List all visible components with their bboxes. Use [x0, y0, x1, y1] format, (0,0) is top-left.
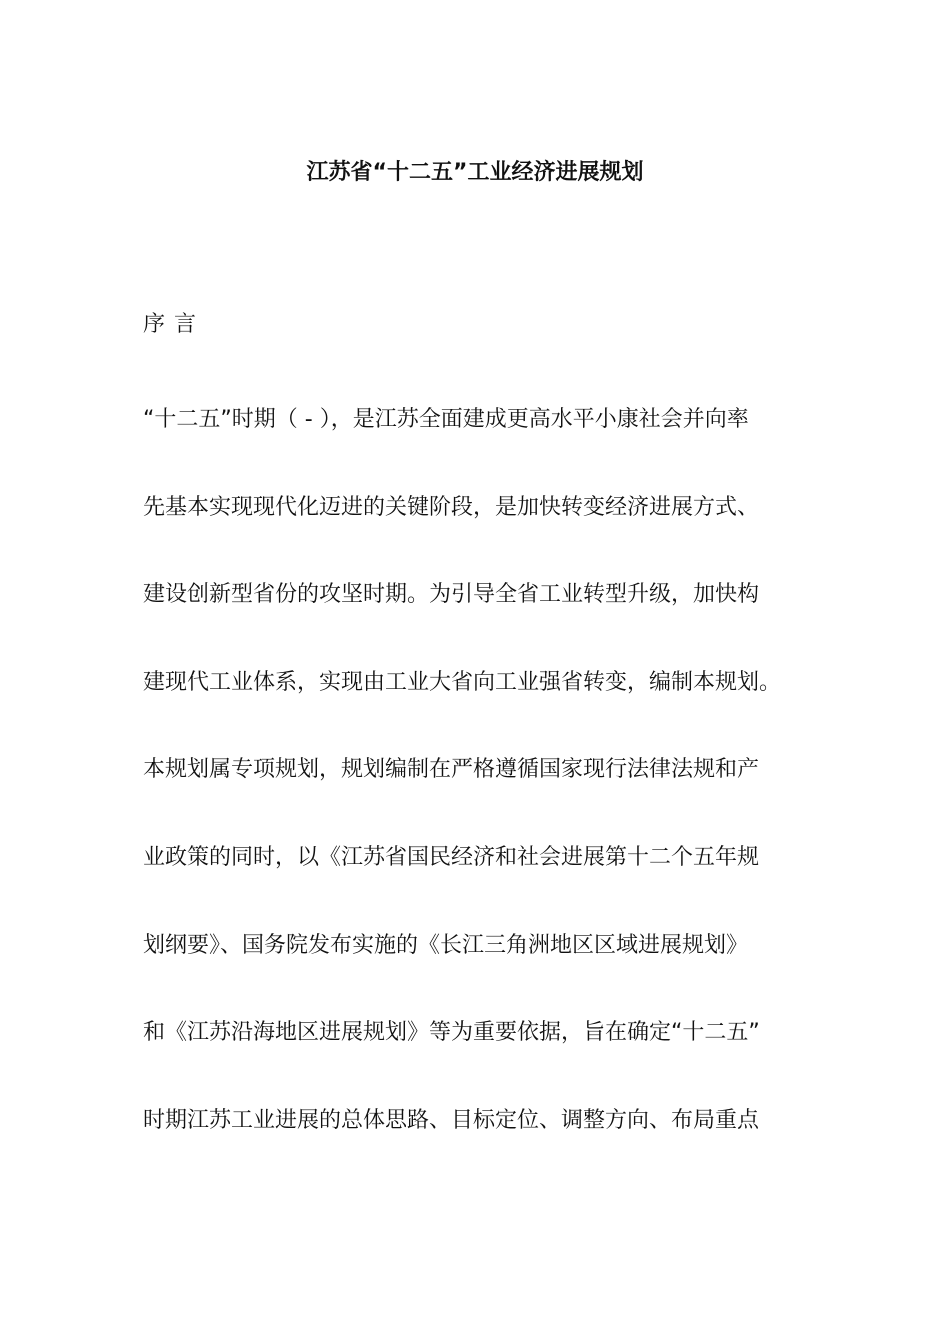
body-line: 本规划属专项规划，规划编制在严格遵循国家现行法律法规和产: [143, 757, 760, 783]
body-line: 业政策的同时，以《江苏省国民经济和社会进展第十二个五年规: [143, 844, 760, 870]
body-line: 划纲要》、国务院发布实施的《长江三角洲地区区域进展规划》: [143, 932, 749, 958]
body-line: 建设创新型省份的攻坚时期。为引导全省工业转型升级，加快构: [143, 582, 760, 608]
body-text: [143, 400, 823, 1188]
document-title: 江苏省“十二五”工业经济进展规划: [306, 160, 644, 185]
body-line: “十二五”时期（ - ），是江苏全面建成更高水平小康社会并向率: [143, 407, 749, 432]
section-heading-preface: 序 言: [143, 312, 197, 337]
body-line: 和《江苏沿海地区进展规划》等为重要依据，旨在确定“十二五”: [143, 1020, 760, 1046]
body-line: 先基本实现现代化迈进的关键阶段，是加快转变经济进展方式、: [143, 494, 760, 520]
body-line: 建现代工业体系，实现由工业大省向工业强省转变，编制本规划。: [143, 669, 782, 695]
body-line: 时期江苏工业进展的总体思路、目标定位、调整方向、布局重点: [143, 1107, 760, 1133]
